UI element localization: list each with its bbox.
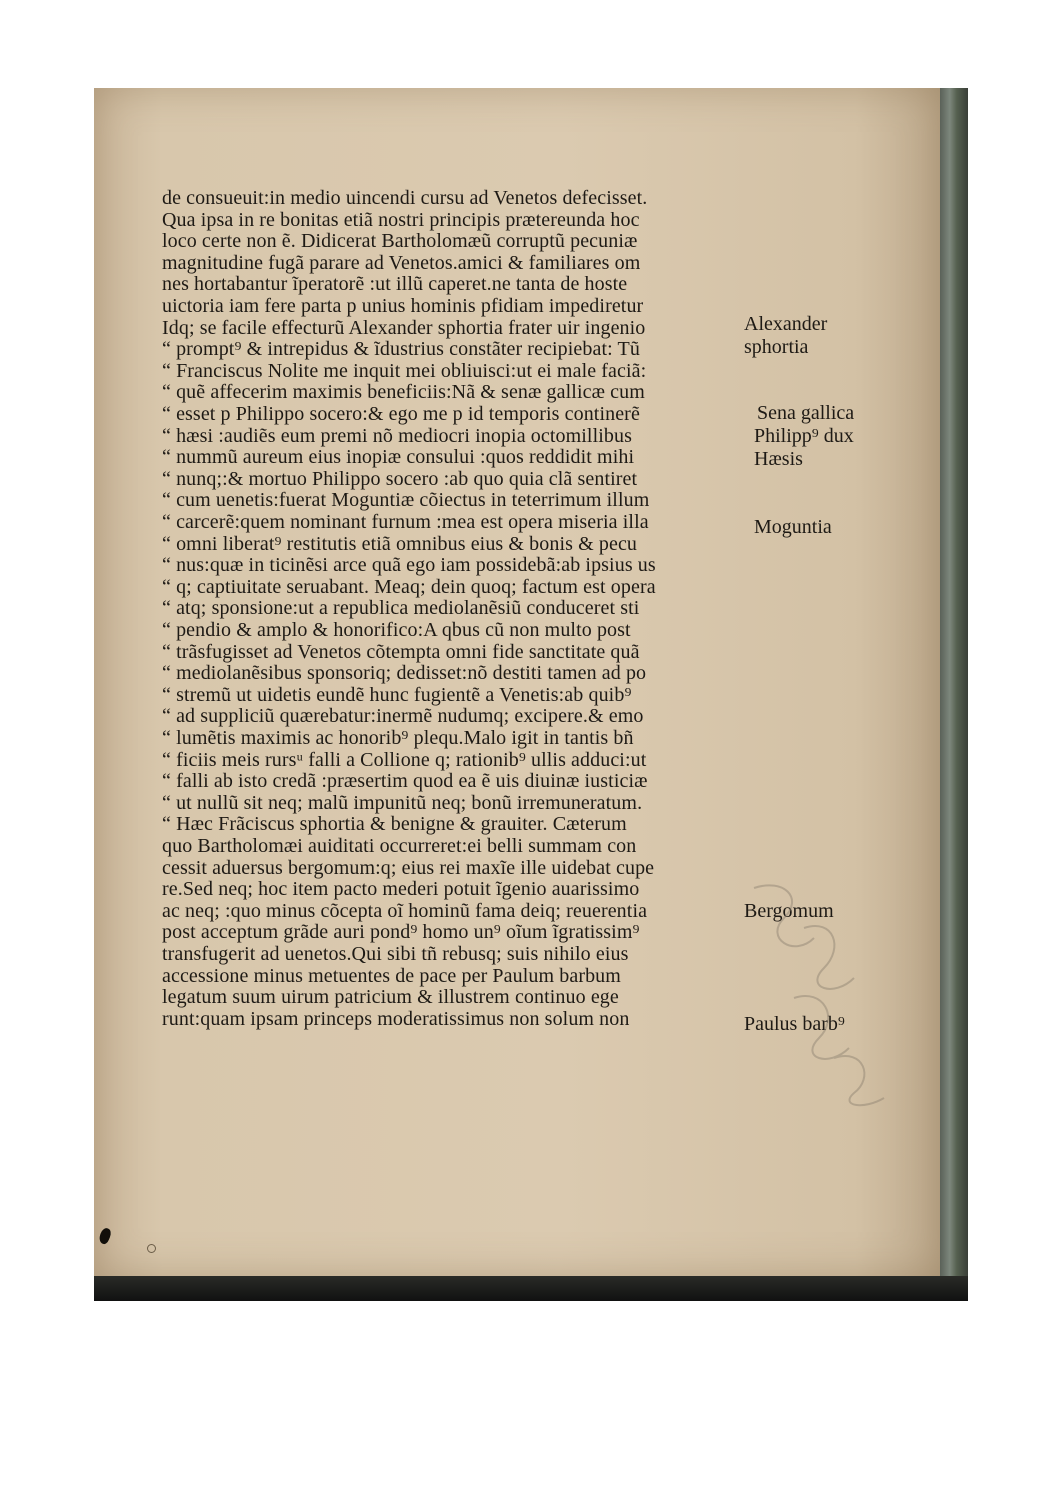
- text-line: “ atq; sponsione:ut a republica mediolanẽsiũ conduceret sti: [162, 597, 640, 620]
- printed-page: [94, 88, 940, 1276]
- text-line: “ pendio & amplo & honorifico:A qbus cũ non multo post: [162, 619, 631, 641]
- text-line: “ nunq;:& mortuo Philippo socero :ab quo quia clã sentiret: [162, 467, 638, 490]
- marginal-note-bergomum: Bergomum: [744, 900, 834, 922]
- book-page-scan: [94, 88, 968, 1301]
- marginal-note-alexander: Alexander: [744, 313, 828, 335]
- text-line: “ carcerẽ:quem nominant furnum :mea est opera miseria illa: [162, 511, 649, 533]
- text-line: de consueuit:in medio uincendi cursu ad Venetos defecisset.: [162, 187, 648, 209]
- text-line: Qua ipsa in re bonitas etiã nostri principis prætereunda hoc: [162, 208, 640, 231]
- text-line: “ falli ab isto credã :præsertim quod ea ẽ uis diuinæ iusticiæ: [162, 770, 648, 793]
- text-line: magnitudine fugã parare ad Venetos.amici & familiares om: [162, 251, 641, 274]
- text-line: “ trãsfugisset ad Venetos cõtempta omni fide sanctitate quã: [162, 640, 640, 663]
- book-fore-edge: [940, 88, 968, 1276]
- ink-blot: [97, 1227, 112, 1246]
- text-line: “ ficiis meis rursᵘ falli a Collione q; rationib⁹ ullis adduci:ut: [162, 748, 647, 771]
- marginal-note-moguntia: Moguntia: [754, 516, 832, 538]
- marginal-note-paulus-barbum: Paulus barb⁹: [744, 1013, 845, 1035]
- scan-shadow: [94, 1276, 968, 1301]
- marginal-note-philippus: Philipp⁹ dux: [754, 425, 854, 447]
- text-line: “ Hæc Frãciscus sphortia & benigne & grauiter. Cæterum: [162, 813, 627, 836]
- text-line: “ ut nullũ sit neq; malũ impunitũ neq; bonũ irremuneratum.: [162, 791, 643, 814]
- paper-mark: [147, 1244, 156, 1253]
- text-line: “ mediolanẽsibus sponsoriq; dedisset:nõ destiti tamen ad po: [162, 662, 647, 685]
- text-line: quo Bartholomæi auiditati occurreret:ei belli summam con: [162, 835, 637, 857]
- text-line: accessione minus metuentes de pace per Paulum barbum: [162, 964, 621, 987]
- text-line: legatum suum uirum patricium & illustrem continuo ege: [162, 986, 619, 1009]
- text-line: “ prompt⁹ & intrepidus & ĩdustrius constãter recipiebat: Tũ: [162, 338, 640, 361]
- library-stamp-mark: [744, 878, 894, 1108]
- text-line: post acceptum grãde auri pond⁹ homo un⁹ oĩum ĩgratissim⁹: [162, 921, 640, 944]
- text-line: “ hæsi :audiẽs eum premi nõ mediocri inopia octomillibus: [162, 424, 632, 447]
- text-line: re.Sed neq; hoc item pacto mederi potuit ĩgenio auarissimo: [162, 878, 640, 901]
- marginal-note-haesis: Hæsis: [754, 448, 803, 470]
- text-line: “ ad suppliciũ quærebatur:inermẽ nudumq; excipere.& emo: [162, 705, 644, 728]
- text-line: “ stremũ ut uidetis eundẽ hunc fugientẽ a Venetis:ab quib⁹: [162, 683, 632, 706]
- text-line: runt:quam ipsam princeps moderatissimus non solum non: [162, 1007, 630, 1030]
- text-line: “ nus:quæ in ticinẽsi arce quã ego iam possidebã:ab ipsius us: [162, 554, 656, 577]
- text-line: cessit aduersus bergomum:q; eius rei maxĩe ille uidebat cupe: [162, 856, 655, 879]
- marginal-note-sena-gallica: Sena gallica: [757, 402, 855, 424]
- text-line: nes hortabantur ĩperatorẽ :ut illũ caperet.ne tanta de hoste: [162, 273, 628, 296]
- text-line: ac neq; :quo minus cõcepta oĩ hominũ fama deiq; reuerentia: [162, 899, 648, 922]
- text-line: “ lumẽtis maximis ac honorib⁹ plequ.Malo igit in tantis bñ: [162, 727, 634, 749]
- marginal-note-sphortia: sphortia: [744, 336, 809, 358]
- text-line: “ quẽ affecerim maximis beneficiis:Nã & senæ gallicæ cum: [162, 381, 645, 404]
- text-line: “ esset p Philippo socero:& ego me p id temporis continerẽ: [162, 403, 640, 425]
- text-line: “ q; captiuitate seruabant. Meaq; dein quoq; factum est opera: [162, 575, 656, 598]
- text-line: loco certe non ẽ. Didicerat Bartholomæũ corruptũ pecuniæ: [162, 230, 638, 253]
- text-line: Idq; se facile effecturũ Alexander sphortia frater uir ingenio: [162, 316, 646, 339]
- text-line: “ omni liberat⁹ restitutis etiã omnibus eius & bonis & pecu: [162, 532, 638, 555]
- text-line: “ nummũ aureum eius inopiæ consului :quos reddidit mihi: [162, 446, 635, 469]
- text-line: uictoria iam fere parta p unius hominis pfidiam impediretur: [162, 295, 644, 317]
- text-line: “ Franciscus Nolite me inquit mei obliuisci:ut ei male faciã:: [162, 359, 647, 382]
- text-line: transfugerit ad uenetos.Qui sibi tñ rebusq; suis nihilo eius: [162, 943, 629, 965]
- text-line: “ cum uenetis:fuerat Moguntiæ cõiectus in teterrimum illum: [162, 489, 650, 512]
